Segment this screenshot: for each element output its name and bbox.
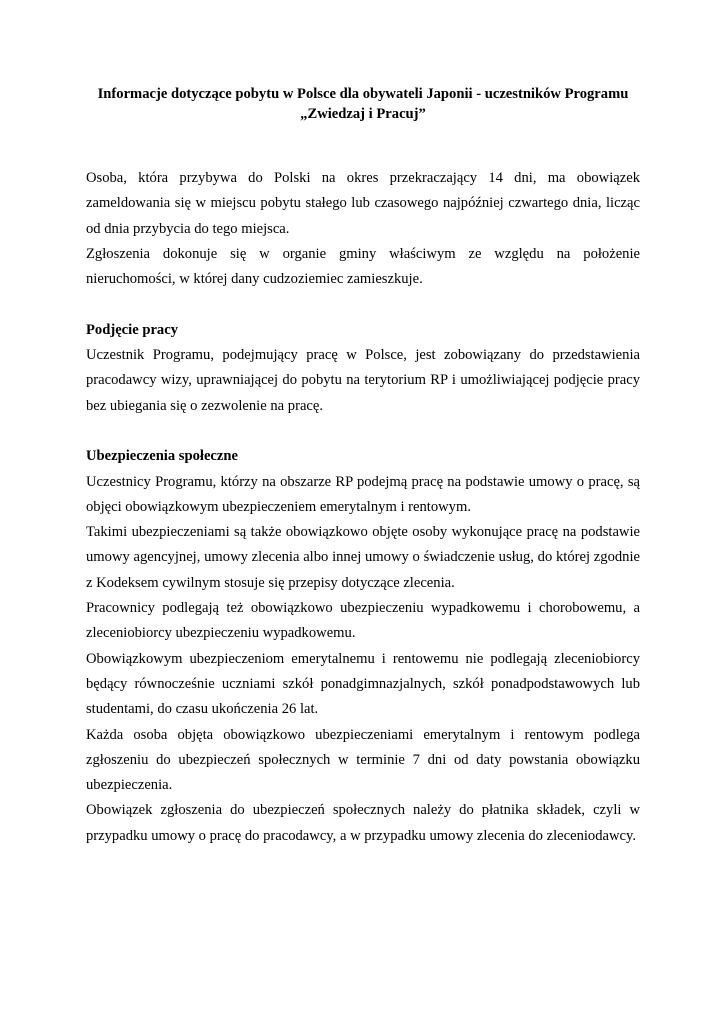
social-paragraph-6: Obowiązek zgłoszenia do ubezpieczeń społecznych należy do płatnika składek, czyli w przypadku umowy o pracę do pracodawcy, a w przypadku umowy zlecenia do zleceniodawcy. bbox=[86, 802, 640, 844]
social-paragraph-2: Takimi ubezpieczeniami są także obowiązkowo objęte osoby wykonujące pracę na podstawie umowy agencyjnej, umowy zlecenia albo innej umowy o świadczenie usług, do której zgodnie z Kodeksem cywilnym stosuje się przepisy dotyczące zlecenia. bbox=[86, 524, 640, 591]
document-title bbox=[86, 84, 640, 124]
document-title-line-2: „Zwiedzaj i Pracuj” bbox=[300, 106, 426, 122]
document-body bbox=[86, 166, 640, 849]
work-paragraph: Uczestnik Programu, podejmujący pracę w Polsce, jest zobowiązany do przedstawienia pracodawcy wizy, uprawniającej do pobytu na terytorium RP i umożliwiającej podjęcie pracy bez ubiegania się o zezwolenie na pracę. bbox=[86, 347, 640, 414]
social-paragraph-1: Uczestnicy Programu, którzy na obszarze RP podejmą pracę na podstawie umowy o pracę, są objęci obowiązkowym ubezpieczeniem emerytalnym i rentowym. bbox=[86, 473, 640, 515]
social-paragraph-5: Każda osoba objęta obowiązkowo ubezpieczeniami emerytalnym i rentowym podlega zgłoszeniu do ubezpieczeń społecznych w terminie 7 dni od daty powstania obowiązku ubezpieczenia. bbox=[86, 726, 640, 794]
section-spacer bbox=[86, 419, 640, 444]
intro-paragraph-registration: Osoba, która przybywa do Polski na okres przekraczający 14 dni, ma obowiązek zameldowania się w miejscu pobytu stałego lub czasowego najpóźniej czwartego dnia, licząc od dnia przybycia do tego miejsca. bbox=[86, 170, 640, 237]
social-paragraph-3: Pracownicy podlegają też obowiązkowo ubezpieczeniu wypadkowemu i chorobowemu, a zleceniobiorcy ubezpieczeniu wypadkowemu. bbox=[86, 600, 640, 642]
section-spacer bbox=[86, 292, 640, 317]
document-title-line-1: Informacje dotyczące pobytu w Polsce dla obywateli Japonii - uczestników Programu bbox=[97, 86, 629, 102]
intro-paragraph-office: Zgłoszenia dokonuje się w organie gminy właściwym ze względu na położenie nieruchomości, w której dany cudzoziemiec zamieszkuje. bbox=[86, 245, 640, 288]
social-paragraph-4: Obowiązkowym ubezpieczeniom emerytalnemu i rentowemu nie podlegają zleceniobiorcy będący równocześnie uczniami szkół ponadgimnazjalnych, szkół ponadpodstawowych lub studentami, do czasu ukończenia 26 lat. bbox=[86, 650, 640, 718]
section-heading-social-insurance: Ubezpieczenia społeczne bbox=[86, 448, 238, 465]
section-heading-work: Podjęcie pracy bbox=[86, 321, 178, 338]
